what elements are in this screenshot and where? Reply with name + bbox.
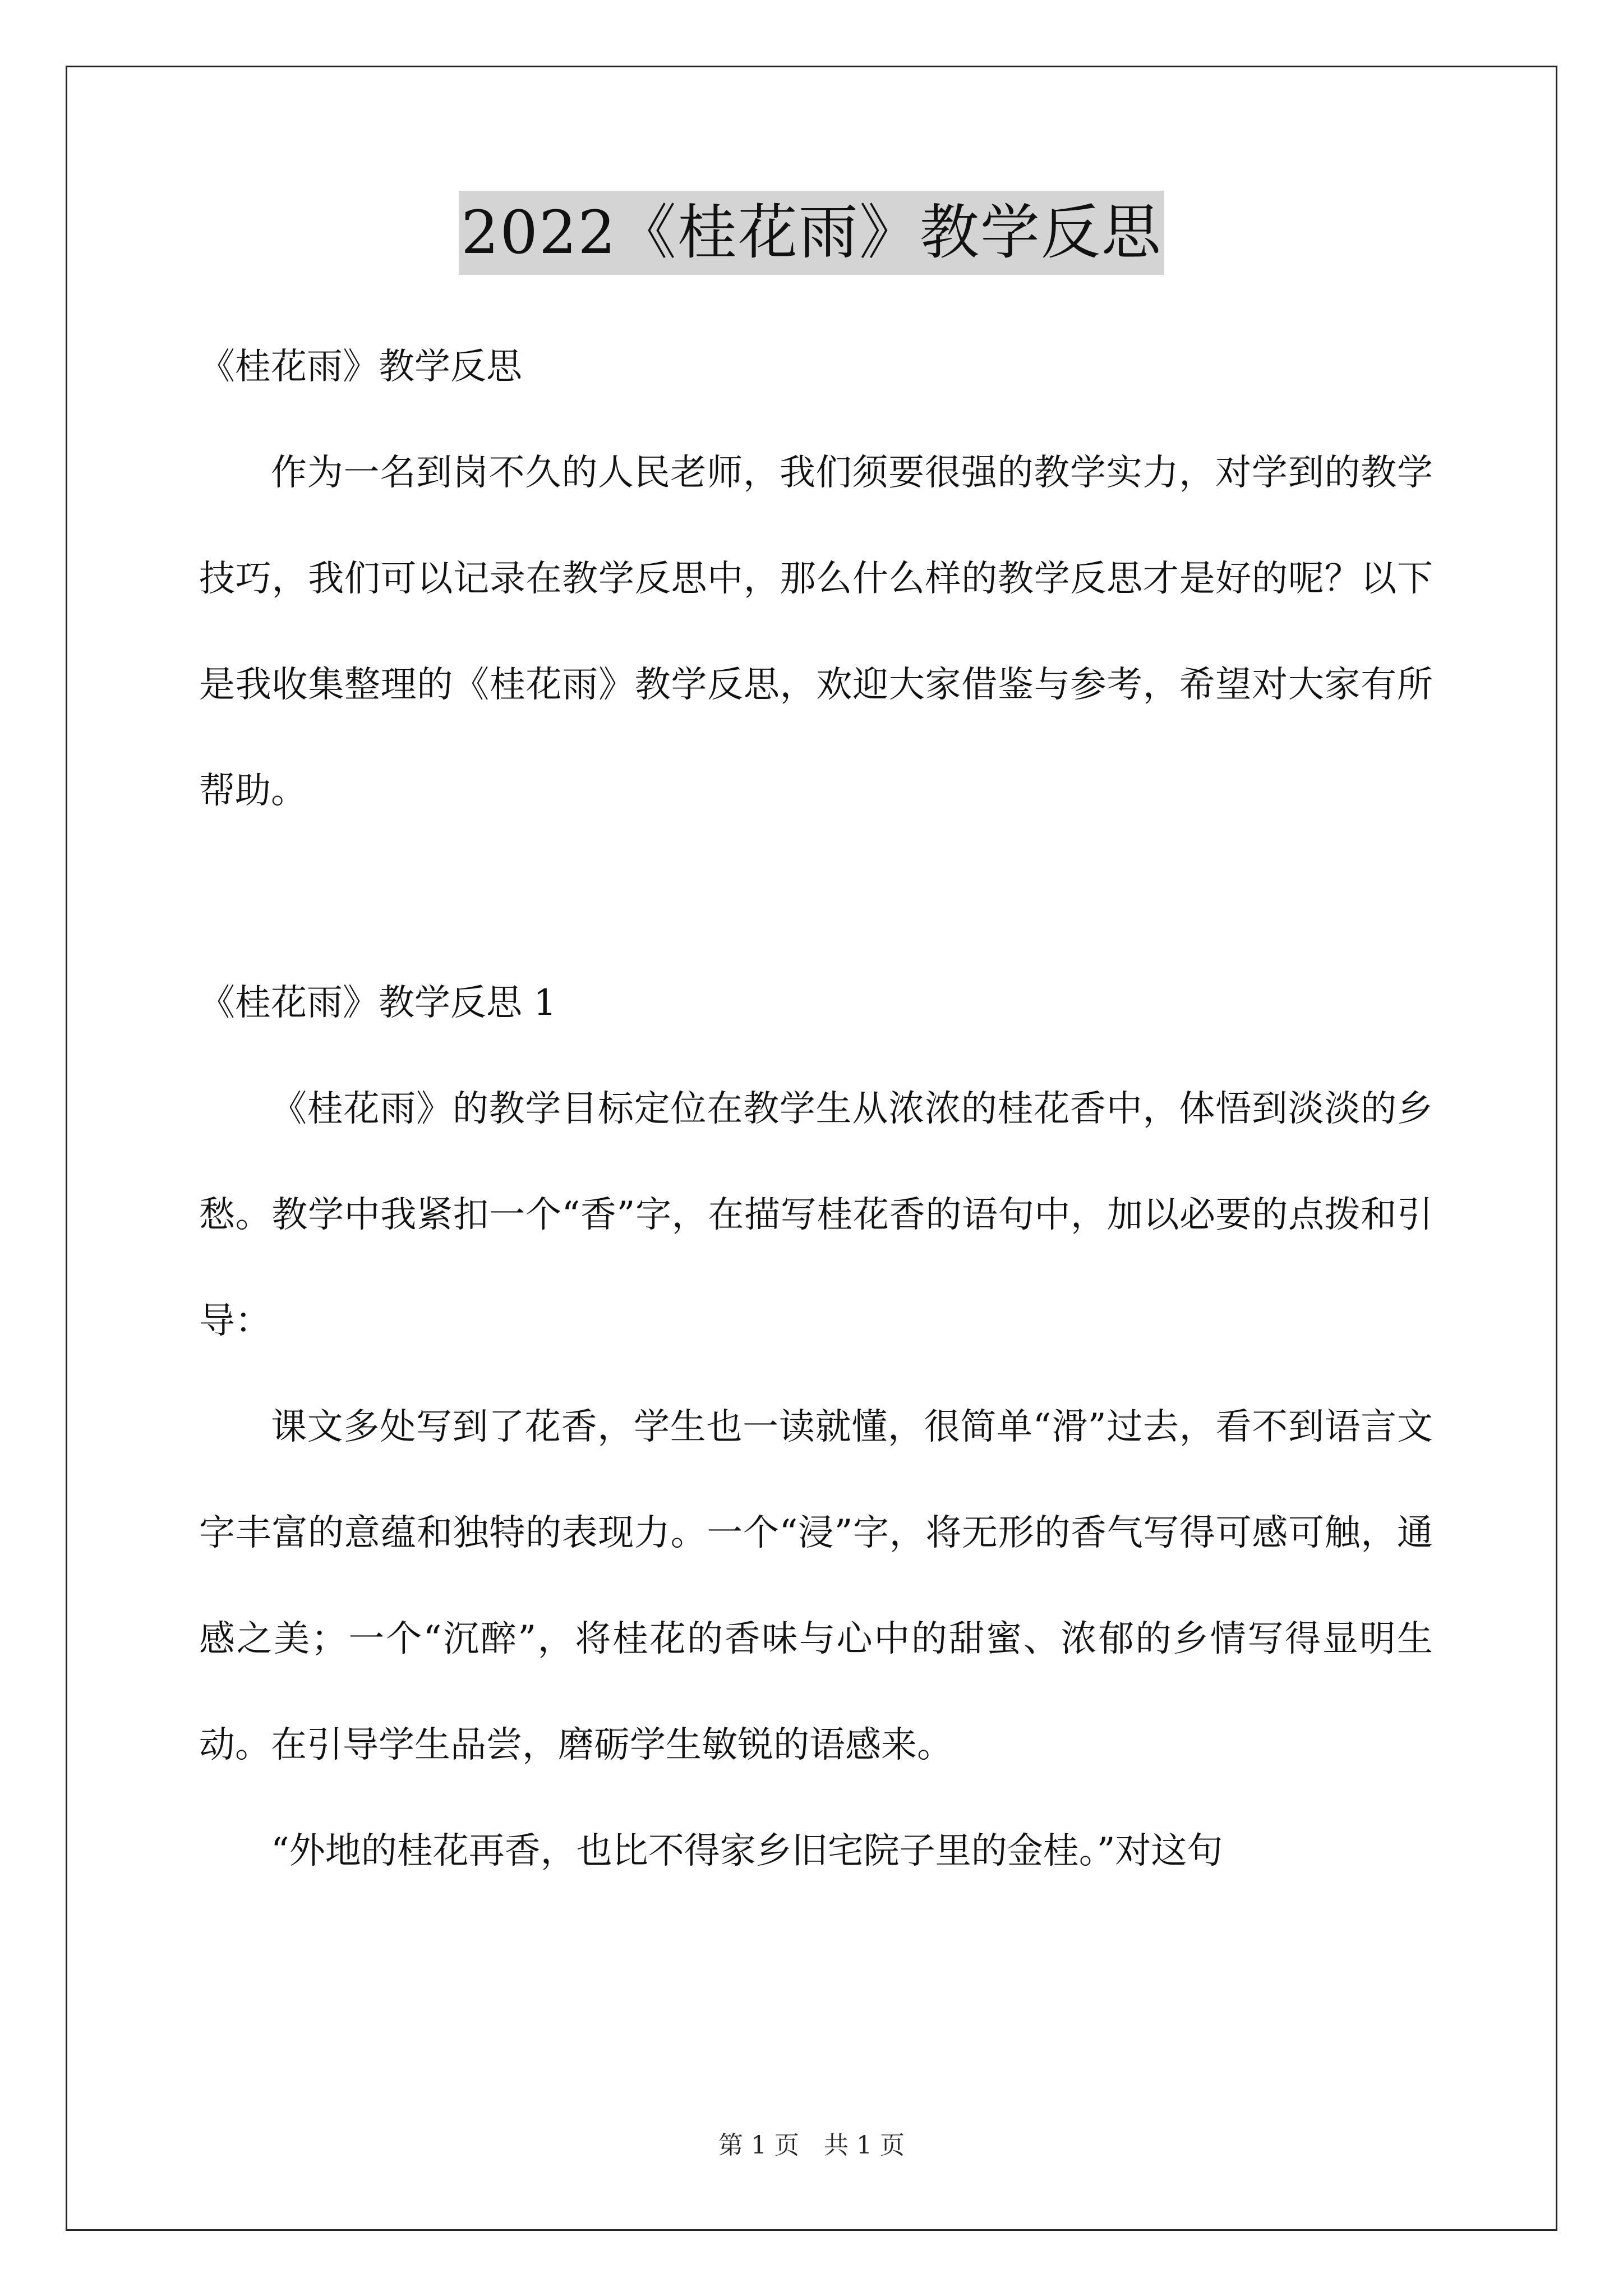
document-title: 2022《桂花雨》教学反思 [459, 191, 1164, 275]
document-body [199, 314, 1433, 1904]
section-spacer [199, 844, 1433, 950]
title-container [0, 191, 1623, 275]
intro-paragraph: 作为一名到岗不久的人民老师，我们须要很强的教学实力，对学到的教学技巧，我们可以记录在教学反思中，那么什么样的教学反思才是好的呢？以下是我收集整理的《桂花雨》教学反思，欢迎大家借鉴与参考，希望对大家有所帮助。 [199, 452, 1433, 812]
section-heading: 《桂花雨》教学反思 1 [199, 982, 557, 1024]
body-paragraph-1: 《桂花雨》的教学目标定位在教学生从浓浓的桂花香中，体悟到淡淡的乡愁。教学中我紧扣一个“香”字，在描写桂花香的语句中，加以必要的点拨和引导： [199, 1088, 1433, 1342]
document-subtitle: 《桂花雨》教学反思 [199, 346, 522, 388]
page-footer: 第 1 页 共 1 页 [718, 2131, 905, 2160]
body-paragraph-2: 课文多处写到了花香，学生也一读就懂，很简单“滑”过去，看不到语言文字丰富的意蕴和独特的表现力。一个“浸”字，将无形的香气写得可感可触，通感之美；一个“沉醉”，将桂花的香味与心中的甜蜜、浓郁的乡情写得显明生动。在引导学生品尝，磨砺学生敏锐的语感来。 [199, 1406, 1433, 1766]
body-paragraph-3: “外地的桂花再香，也比不得家乡旧宅院子里的金桂。”对这句 [271, 1830, 1223, 1872]
